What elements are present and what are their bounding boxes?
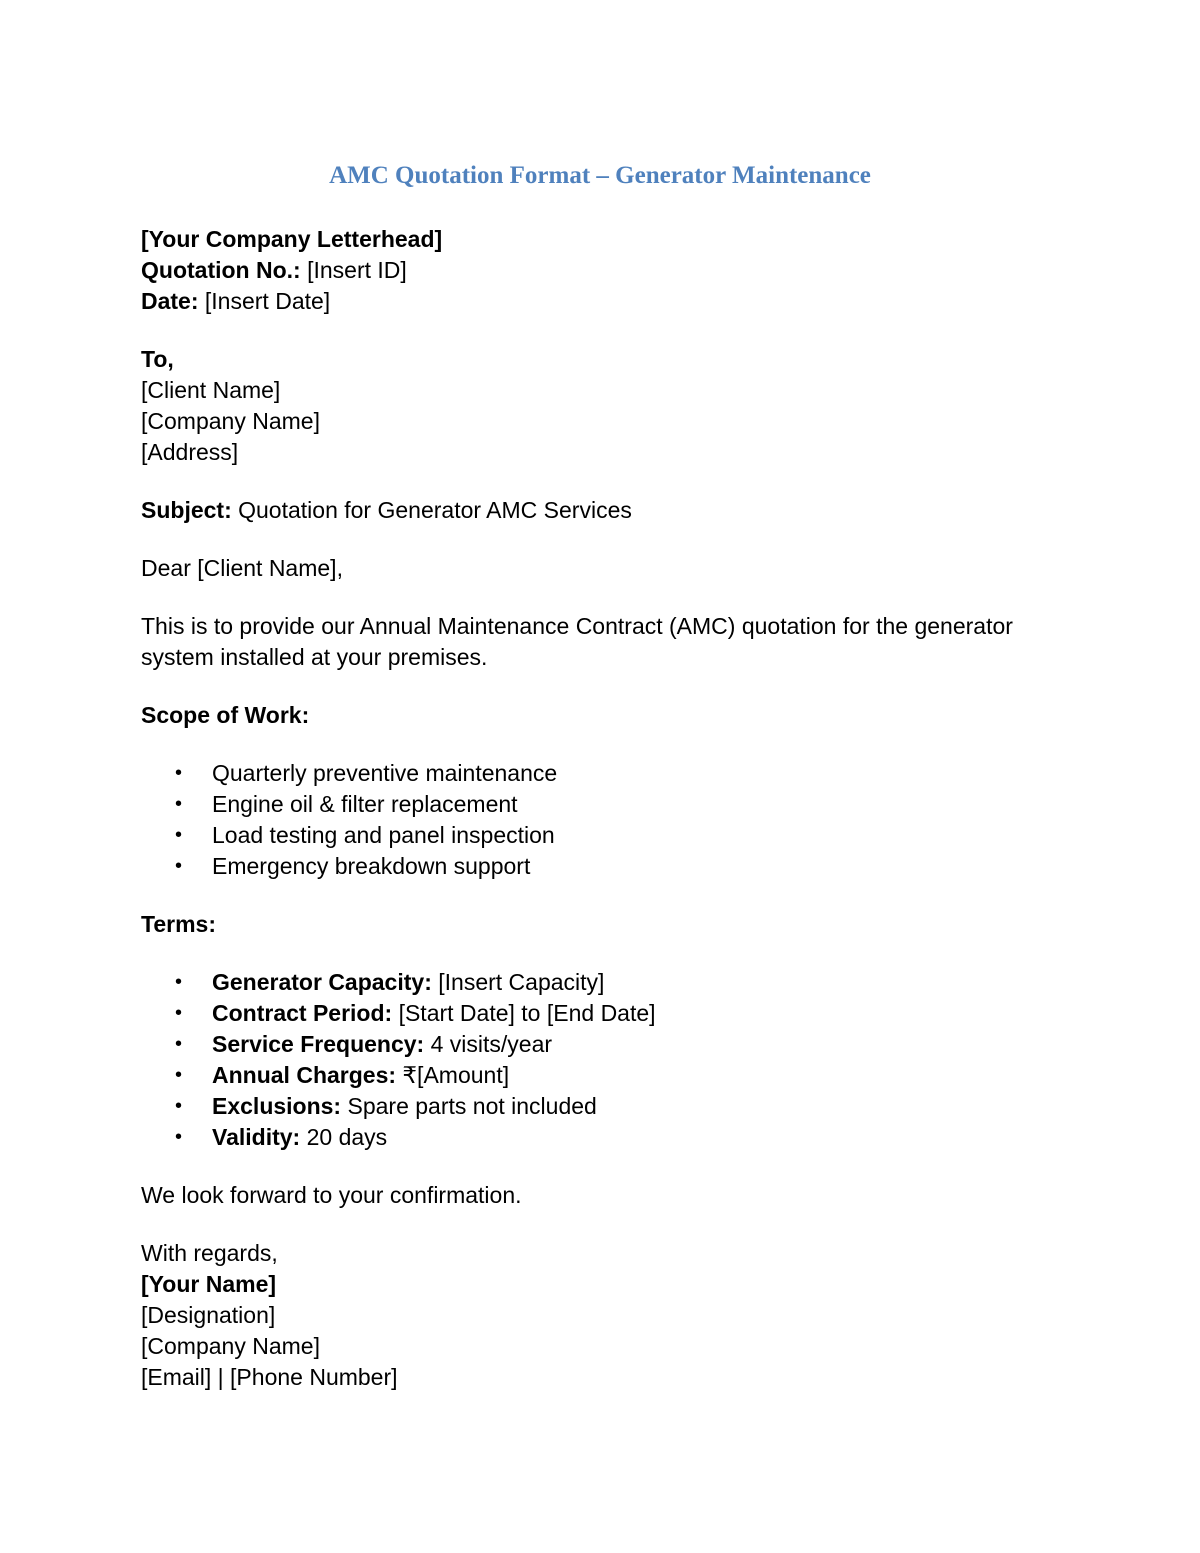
bullet-icon: • xyxy=(175,793,183,815)
terms-heading-text: Terms: xyxy=(141,911,216,937)
list-item xyxy=(141,1091,1061,1122)
term-label: Service Frequency: xyxy=(212,1031,425,1057)
scope-item-text: Emergency breakdown support xyxy=(212,853,531,879)
term-label: Annual Charges: xyxy=(212,1062,397,1088)
document-body xyxy=(141,224,1061,1393)
list-item xyxy=(141,820,1061,851)
scope-item-text: Engine oil & filter replacement xyxy=(212,791,518,817)
term-label: Contract Period: xyxy=(212,1000,393,1026)
bullet-icon: • xyxy=(175,971,183,993)
bullet-icon: • xyxy=(175,1002,183,1024)
bullet-icon: • xyxy=(175,762,183,784)
date-value: [Insert Date] xyxy=(204,288,331,314)
recipient-company-name: [Company Name] xyxy=(141,408,320,434)
document-title: AMC Quotation Format – Generator Maintenance xyxy=(329,162,871,189)
date-label: Date: xyxy=(141,288,199,314)
subject-label: Subject: xyxy=(141,497,232,523)
signer-name-text: [Your Name] xyxy=(141,1271,277,1297)
term-label: Generator Capacity: xyxy=(212,969,432,995)
recipient-client-name: [Client Name] xyxy=(141,377,281,403)
term-value: [Start Date] to [End Date] xyxy=(398,1000,656,1026)
signer-name xyxy=(141,1269,1061,1300)
to-label xyxy=(141,344,1061,375)
quotation-number xyxy=(141,255,1061,286)
regards: With regards, xyxy=(141,1240,278,1266)
terms-list xyxy=(141,967,1061,1153)
intro-paragraph xyxy=(141,611,1061,673)
signature-block xyxy=(141,1238,1061,1393)
intro-line-1: This is to provide our Annual Maintenance Contract (AMC) quotation for the generator xyxy=(141,613,1013,639)
bullet-icon: • xyxy=(175,1064,183,1086)
list-item xyxy=(141,1122,1061,1153)
salutation: Dear [Client Name], xyxy=(141,555,343,581)
scope-item-text: Load testing and panel inspection xyxy=(212,822,555,848)
term-label: Exclusions: xyxy=(212,1093,342,1119)
list-item xyxy=(141,789,1061,820)
to-label-text: To, xyxy=(141,346,174,372)
term-value: [Insert Capacity] xyxy=(438,969,605,995)
terms-heading xyxy=(141,909,1061,940)
list-item xyxy=(141,1029,1061,1060)
subject-line xyxy=(141,495,1061,526)
letterhead xyxy=(141,224,1061,255)
scope-item-text: Quarterly preventive maintenance xyxy=(212,760,558,786)
recipient-block xyxy=(141,344,1061,468)
recipient-address: [Address] xyxy=(141,439,239,465)
list-item xyxy=(141,758,1061,789)
list-item xyxy=(141,851,1061,882)
subject-value: Quotation for Generator AMC Services xyxy=(238,497,632,523)
header-block xyxy=(141,224,1061,317)
scope-heading xyxy=(141,700,1061,731)
quotation-label: Quotation No.: xyxy=(141,257,301,283)
list-item xyxy=(141,1060,1061,1091)
bullet-icon: • xyxy=(175,855,183,877)
term-label: Validity: xyxy=(212,1124,301,1150)
term-value: ₹[Amount] xyxy=(402,1062,510,1088)
term-value: 20 days xyxy=(306,1124,388,1150)
list-item xyxy=(141,967,1061,998)
scope-heading-text: Scope of Work: xyxy=(141,702,310,728)
signer-company: [Company Name] xyxy=(141,1333,320,1359)
bullet-icon: • xyxy=(175,824,183,846)
bullet-icon: • xyxy=(175,1126,183,1148)
term-value: Spare parts not included xyxy=(347,1093,597,1119)
bullet-icon: • xyxy=(175,1095,183,1117)
term-value: 4 visits/year xyxy=(430,1031,553,1057)
list-item xyxy=(141,998,1061,1029)
letterhead-text: [Your Company Letterhead] xyxy=(141,226,443,252)
scope-list xyxy=(141,758,1061,882)
bullet-icon: • xyxy=(175,1033,183,1055)
closing-line: We look forward to your confirmation. xyxy=(141,1182,522,1208)
quotation-date xyxy=(141,286,1061,317)
signer-designation: [Designation] xyxy=(141,1302,276,1328)
intro-line-2: system installed at your premises. xyxy=(141,644,488,670)
signer-contact: [Email] | [Phone Number] xyxy=(141,1364,398,1390)
quotation-value: [Insert ID] xyxy=(307,257,407,283)
